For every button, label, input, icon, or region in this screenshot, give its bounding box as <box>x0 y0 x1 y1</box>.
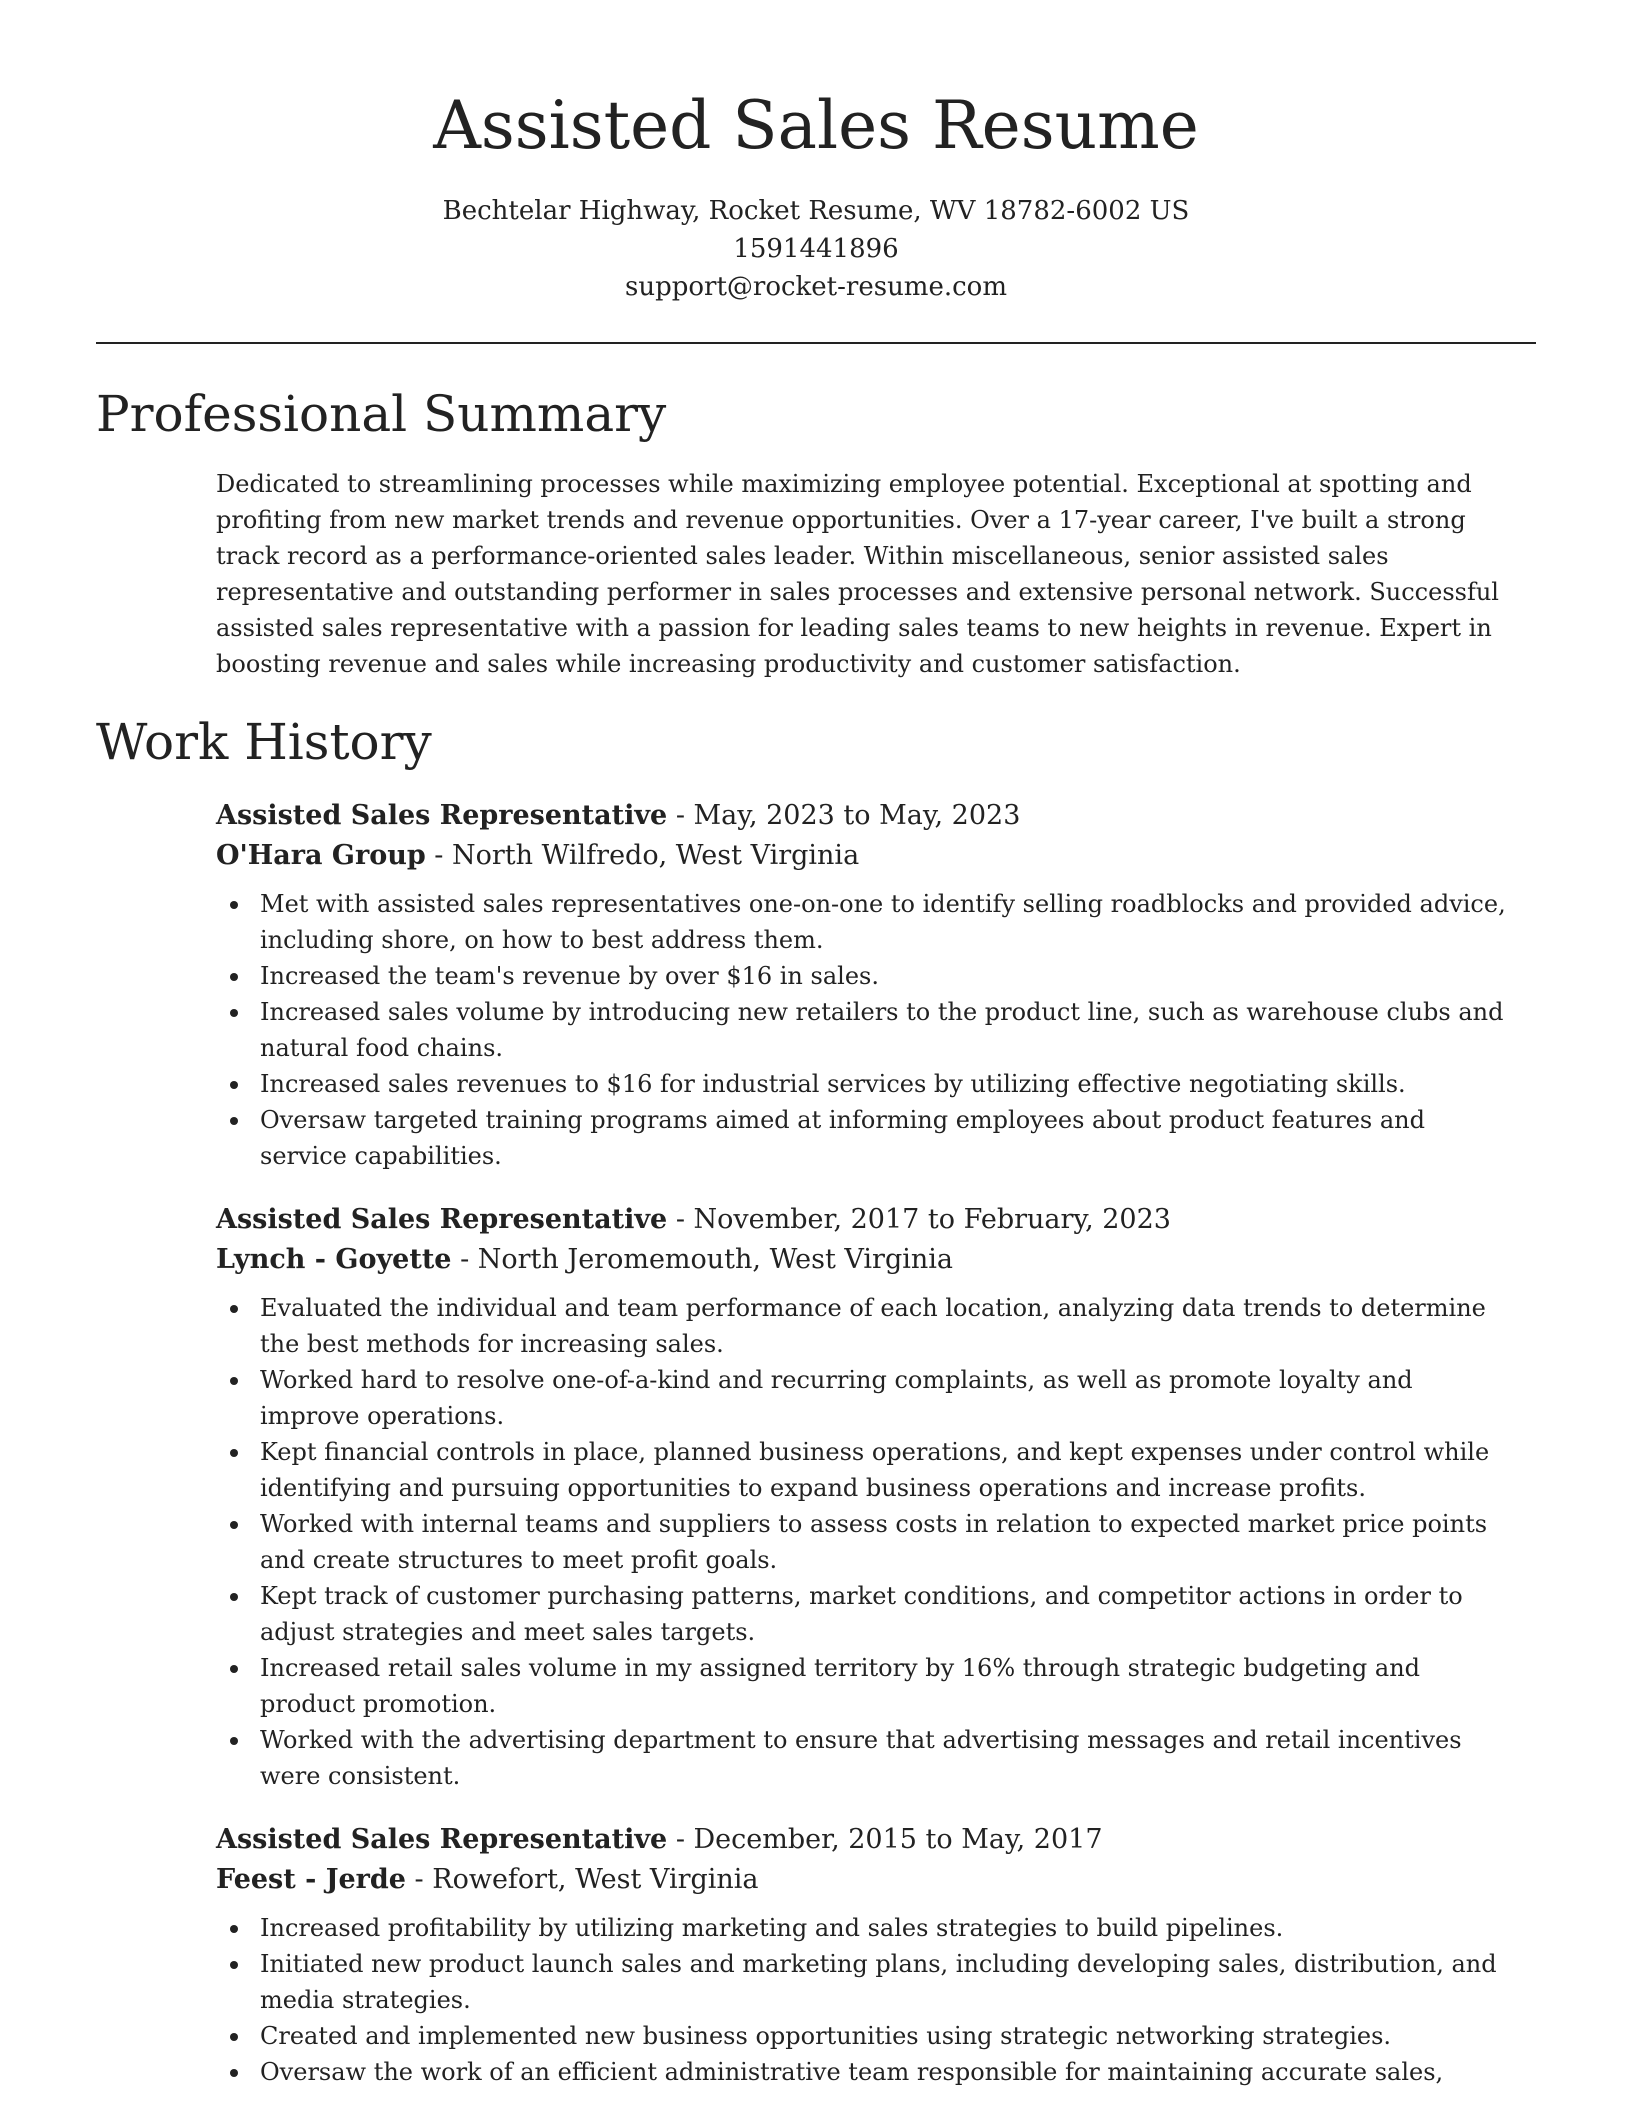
resume-content <box>96 374 1536 2090</box>
bullet-text: Increased the team's revenue by over $16 in sales. <box>260 962 879 990</box>
contact-email: support@rocket-resume.com <box>624 272 1007 302</box>
job-bullet <box>216 1578 1516 1650</box>
job-bullet <box>216 1910 1516 1946</box>
job-company: Feest - Jerde <box>216 1864 406 1895</box>
contact-address: Bechtelar Highway, Rocket Resume, WV 18782-6002 US <box>442 196 1190 226</box>
job-bullet <box>216 1506 1516 1578</box>
bullet-dot-icon <box>230 1081 238 1089</box>
job-title: Assisted Sales Representative <box>216 1204 668 1235</box>
job-entry <box>216 1200 1516 1794</box>
bullet-text: Increased sales revenues to $16 for industrial services by utilizing effective negotiating skills. <box>260 1070 1406 1098</box>
job-company: Lynch - Goyette <box>216 1244 452 1275</box>
job-bullets <box>216 1290 1516 1794</box>
job-bullet <box>216 1102 1516 1174</box>
bullet-dot-icon <box>230 901 238 909</box>
resume-header <box>0 0 1632 306</box>
bullet-text: Increased retail sales volume in my assigned territory by 16% through strategic budgeting and product promotion. <box>260 1654 1421 1718</box>
bullet-text: Worked with internal teams and suppliers to assess costs in relation to expected market price points and create structures to meet profit goals. <box>260 1510 1488 1574</box>
bullet-text: Worked with the advertising department to ensure that advertising messages and retail incentives were consistent. <box>260 1726 1462 1790</box>
bullet-text: Created and implemented new business opportunities using strategic networking strategies. <box>260 2022 1392 2050</box>
job-bullet <box>216 1362 1516 1434</box>
bullet-dot-icon <box>230 1521 238 1529</box>
job-bullet <box>216 2054 1516 2090</box>
job-location: - Rowefort, West Virginia <box>405 1864 759 1895</box>
bullet-dot-icon <box>230 1305 238 1313</box>
summary-text: Dedicated to streamlining processes while maximizing employee potential. Exceptional at spotting and profiting from new market trends and revenue opportunities. Over a 17-year career, I've built a strong track record as a performance-oriented sales leader. Within miscellaneous, senior assisted sales representative and outstanding performer in sales processes and extensive personal network. Successful assisted sales representative with a passion for leading sales teams to new heights in revenue. Expert in boosting revenue and sales while increasing productivity and customer satisfaction. <box>216 470 1499 678</box>
bullet-dot-icon <box>230 1449 238 1457</box>
bullet-dot-icon <box>230 1925 238 1933</box>
job-company-line <box>216 1240 1516 1280</box>
job-entry <box>216 796 1516 1174</box>
header-divider <box>96 342 1536 344</box>
bullet-dot-icon <box>230 1737 238 1745</box>
bullet-dot-icon <box>230 1377 238 1385</box>
job-bullet <box>216 1946 1516 2018</box>
job-location: - North Wilfredo, West Virginia <box>425 840 860 871</box>
bullet-text: Initiated new product launch sales and marketing plans, including developing sales, distribution, and media strategies. <box>260 1950 1497 2014</box>
job-bullet <box>216 1066 1516 1102</box>
bullet-text: Evaluated the individual and team performance of each location, analyzing data trends to determine the best methods for increasing sales. <box>260 1294 1486 1358</box>
work-history-section <box>216 796 1516 2090</box>
job-entry <box>216 1820 1516 2090</box>
bullet-dot-icon <box>230 1117 238 1125</box>
job-dates: - December, 2015 to May, 2017 <box>667 1824 1103 1855</box>
job-location: - North Jeromemouth, West Virginia <box>451 1244 954 1275</box>
bullet-dot-icon <box>230 1593 238 1601</box>
job-title: Assisted Sales Representative <box>216 1824 668 1855</box>
job-bullets <box>216 1910 1516 2090</box>
job-bullet <box>216 1434 1516 1506</box>
summary-heading: Professional Summary <box>96 385 667 443</box>
bullet-dot-icon <box>230 2033 238 2041</box>
job-title-line <box>216 796 1516 836</box>
bullet-text: Oversaw targeted training programs aimed at informing employees about product features and service capabilities. <box>260 1106 1425 1170</box>
bullet-text: Increased sales volume by introducing new retailers to the product line, such as warehouse clubs and natural food chains. <box>260 998 1504 1062</box>
job-dates: - November, 2017 to February, 2023 <box>667 1204 1171 1235</box>
bullet-dot-icon <box>230 2069 238 2077</box>
bullet-text: Worked hard to resolve one-of-a-kind and recurring complaints, as well as promote loyalty and improve operations. <box>260 1366 1413 1430</box>
bullet-dot-icon <box>230 1009 238 1017</box>
job-company-line <box>216 1860 1516 1900</box>
job-bullet <box>216 958 1516 994</box>
job-bullet <box>216 1290 1516 1362</box>
job-bullet <box>216 1650 1516 1722</box>
job-bullet <box>216 886 1516 958</box>
bullet-text: Met with assisted sales representatives one-on-one to identify selling roadblocks and provided advice, including shore, on how to best address them. <box>260 890 1506 954</box>
job-title-line <box>216 1820 1516 1860</box>
job-bullet <box>216 994 1516 1066</box>
bullet-text: Kept financial controls in place, planned business operations, and kept expenses under control while identifying and pursuing opportunities to expand business operations and increase profits. <box>260 1438 1490 1502</box>
bullet-text: Oversaw the work of an efficient administrative team responsible for maintaining accurate sales, <box>260 2058 1444 2086</box>
job-company: O'Hara Group <box>216 840 426 871</box>
job-company-line <box>216 836 1516 876</box>
work-history-heading: Work History <box>96 713 432 771</box>
bullet-dot-icon <box>230 1961 238 1969</box>
bullet-dot-icon <box>230 973 238 981</box>
job-dates: - May, 2023 to May, 2023 <box>667 800 1021 831</box>
contact-block <box>0 192 1632 306</box>
bullet-text: Kept track of customer purchasing patterns, market conditions, and competitor actions in order to adjust strategies and meet sales targets. <box>260 1582 1463 1646</box>
contact-phone: 1591441896 <box>733 234 899 264</box>
job-bullet <box>216 2018 1516 2054</box>
summary-section <box>216 466 1516 682</box>
job-title-line <box>216 1200 1516 1240</box>
job-title: Assisted Sales Representative <box>216 800 668 831</box>
job-bullet <box>216 1722 1516 1794</box>
resume-title: Assisted Sales Resume <box>433 87 1199 164</box>
job-bullets <box>216 886 1516 1174</box>
bullet-dot-icon <box>230 1665 238 1673</box>
bullet-text: Increased profitability by utilizing marketing and sales strategies to build pipelines. <box>260 1914 1284 1942</box>
